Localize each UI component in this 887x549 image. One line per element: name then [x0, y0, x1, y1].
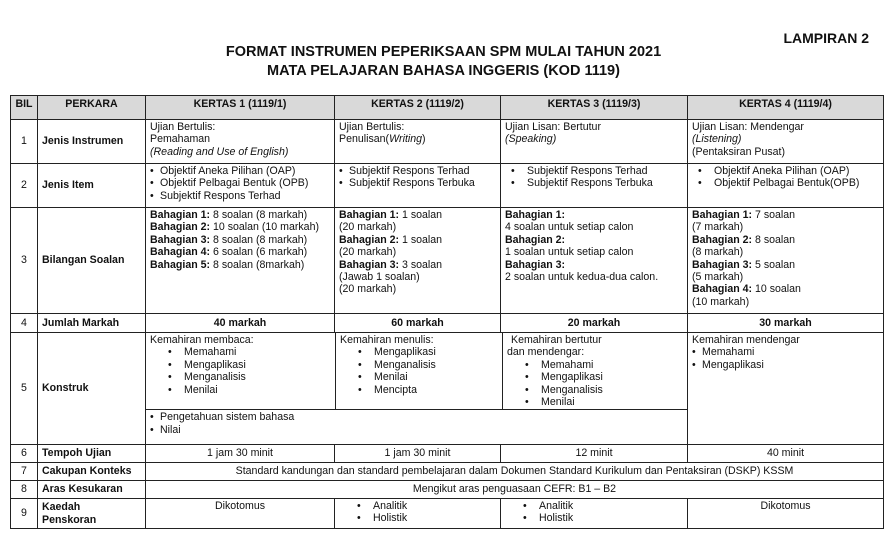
row-bilangan-soalan: [11, 208, 884, 314]
header-row: [11, 96, 884, 120]
list-item: • Mencipta: [340, 384, 498, 396]
row-jenis-instrumen: [11, 120, 884, 164]
row-cakupan-konteks: [11, 463, 884, 481]
header-kertas-1: KERTAS 1 (1119/1): [146, 96, 335, 120]
list-item: • Subjektif Respons Terhad: [493, 165, 683, 177]
list-item: • Objektif Aneka Pilihan (OAP): [150, 165, 330, 177]
list-item: • Menilai: [340, 371, 498, 383]
row-aras-kesukaran: [11, 481, 884, 499]
header-bil: BIL: [11, 96, 38, 120]
list-item: • Holistik: [339, 512, 496, 524]
k1-cell: 40 markah: [146, 314, 335, 333]
list-item: • Holistik: [505, 512, 683, 524]
k2-cell: 1 jam 30 minit: [335, 445, 501, 463]
row-tempoh-ujian: [11, 445, 884, 463]
document-subtitle: MATA PELAJARAN BAHASA INGGERIS (KOD 1119): [267, 63, 620, 79]
list-item: • Subjektif Respons Terhad: [339, 165, 496, 177]
bil-cell: 7: [11, 463, 38, 481]
list-item: • Menilai: [150, 384, 331, 396]
header-kertas-3: KERTAS 3 (1119/3): [501, 96, 688, 120]
list-item: • Nilai: [150, 424, 683, 436]
list-item: • Menganalisis: [150, 371, 331, 383]
k1-cell: Ujian Bertulis: Pemahaman (Reading and Use of English): [146, 120, 335, 164]
perkara-cell: Cakupan Konteks: [38, 463, 146, 481]
k2-cell: Bahagian 1: 1 soalan (20 markah) Bahagian 2: 1 soalan (20 markah) Bahagian 3: 3 soalan (Jawab 1 soalan) (20 markah): [335, 208, 501, 314]
row-jumlah-markah: [11, 314, 884, 333]
k4-cell: 40 minit: [688, 445, 884, 463]
list-item: • Subjektif Respons Terhad: [150, 190, 330, 202]
list-item: • Mengaplikasi: [340, 346, 498, 358]
list-item: • Menganalisis: [340, 359, 498, 371]
header-kertas-2: KERTAS 2 (1119/2): [335, 96, 501, 120]
list-item: • Mengaplikasi: [692, 359, 879, 371]
list-item: • Menganalisis: [507, 384, 683, 396]
list-item: • Memahami: [150, 346, 331, 358]
list-item: • Pengetahuan sistem bahasa: [150, 411, 683, 423]
aras-text: Mengikut aras penguasaan CEFR: B1 – B2: [146, 481, 884, 499]
k1-cell: [146, 164, 335, 208]
k3-cell: Bahagian 1: 4 soalan untuk setiap calon Bahagian 2: 1 soalan untuk setiap calon Bahagian 3: 2 soalan untuk kedua-dua calon.: [501, 208, 688, 314]
k3-cell: [501, 499, 688, 529]
list-item: • Subjektif Respons Terbuka: [339, 177, 496, 189]
perkara-cell: Jenis Item: [38, 164, 146, 208]
document-title: FORMAT INSTRUMEN PEPERIKSAAN SPM MULAI TAHUN 2021: [225, 44, 662, 60]
list-item: • Memahami: [692, 346, 879, 358]
list-item: • Subjektif Respons Terbuka: [493, 177, 683, 189]
header-kertas-4: KERTAS 4 (1119/4): [688, 96, 884, 120]
list-item: • Mengaplikasi: [507, 371, 683, 383]
perkara-cell: Aras Kesukaran: [38, 481, 146, 499]
k1-cell: 1 jam 30 minit: [146, 445, 335, 463]
bil-cell: 1: [11, 120, 38, 164]
perkara-cell: Konstruk: [38, 333, 146, 445]
k4-cell: Ujian Lisan: Mendengar (Listening) (Pentaksiran Pusat): [688, 120, 884, 164]
cakupan-text: Standard kandungan dan standard pembelajaran dalam Dokumen Standard Kurikulum dan Pentaksiran (DSKP) KSSM: [146, 463, 884, 481]
konstruk-shared-cell: Kemahiran membaca: • Memahami • Mengaplikasi • Menganalisis • Menilai Kemahiran menulis: • Mengaplikasi • Menganalisis • Menilai • Mencipta Kemahiran bertutur dan mendengar: • Memahami • Mengaplikasi • Menganalisis • Menilai • Pengetahuan sistem bahasa • Nilai: [146, 333, 688, 445]
perkara-cell: Bilangan Soalan: [38, 208, 146, 314]
k4-cell: 30 markah: [688, 314, 884, 333]
bil-cell: 2: [11, 164, 38, 208]
bil-cell: 4: [11, 314, 38, 333]
k3-cell: 12 minit: [501, 445, 688, 463]
bil-cell: 5: [11, 333, 38, 445]
row-jenis-item: [11, 164, 884, 208]
list-item: • Objektif Aneka Pilihan (OAP): [680, 165, 879, 177]
k4-cell: Dikotomus: [688, 499, 884, 529]
k4-cell: [688, 164, 884, 208]
bil-cell: 8: [11, 481, 38, 499]
row-konstruk: [11, 333, 884, 445]
k4-cell: Bahagian 1: 7 soalan (7 markah) Bahagian 2: 8 soalan (8 markah) Bahagian 3: 5 soalan (5 markah) Bahagian 4: 10 soalan (10 markah): [688, 208, 884, 314]
perkara-cell: Jumlah Markah: [38, 314, 146, 333]
perkara-cell: Tempoh Ujian: [38, 445, 146, 463]
k2-cell: [335, 164, 501, 208]
list-item: • Memahami: [507, 359, 683, 371]
perkara-cell: Kaedah Penskoran: [38, 499, 146, 529]
list-item: • Objektif Pelbagai Bentuk(OPB): [680, 177, 879, 189]
list-item: • Menilai: [507, 396, 683, 408]
k4-cell: Kemahiran mendengar • Memahami • Mengaplikasi: [688, 333, 884, 445]
bil-cell: 3: [11, 208, 38, 314]
row-kaedah-penskoran: [11, 499, 884, 529]
k3-cell: Ujian Lisan: Bertutur (Speaking): [501, 120, 688, 164]
k2-cell: [335, 499, 501, 529]
list-item: • Analitik: [505, 500, 683, 512]
k3-cell: 20 markah: [501, 314, 688, 333]
k2-cell: Ujian Bertulis: Penulisan(Writing): [335, 120, 501, 164]
bil-cell: 9: [11, 499, 38, 529]
list-item: • Analitik: [339, 500, 496, 512]
lampiran-label: LAMPIRAN 2: [783, 30, 869, 46]
list-item: • Mengaplikasi: [150, 359, 331, 371]
k3-cell: [501, 164, 688, 208]
bil-cell: 6: [11, 445, 38, 463]
perkara-cell: Jenis Instrumen: [38, 120, 146, 164]
exam-format-table: [10, 95, 884, 529]
k1-cell: Bahagian 1: 8 soalan (8 markah) Bahagian 2: 10 soalan (10 markah) Bahagian 3: 8 soalan (8 markah) Bahagian 4: 6 soalan (6 markah) Bahagian 5: 8 soalan (8markah): [146, 208, 335, 314]
list-item: • Objektif Pelbagai Bentuk (OPB): [150, 177, 330, 189]
k1-cell: Dikotomus: [146, 499, 335, 529]
k2-cell: 60 markah: [335, 314, 501, 333]
header-perkara: PERKARA: [38, 96, 146, 120]
